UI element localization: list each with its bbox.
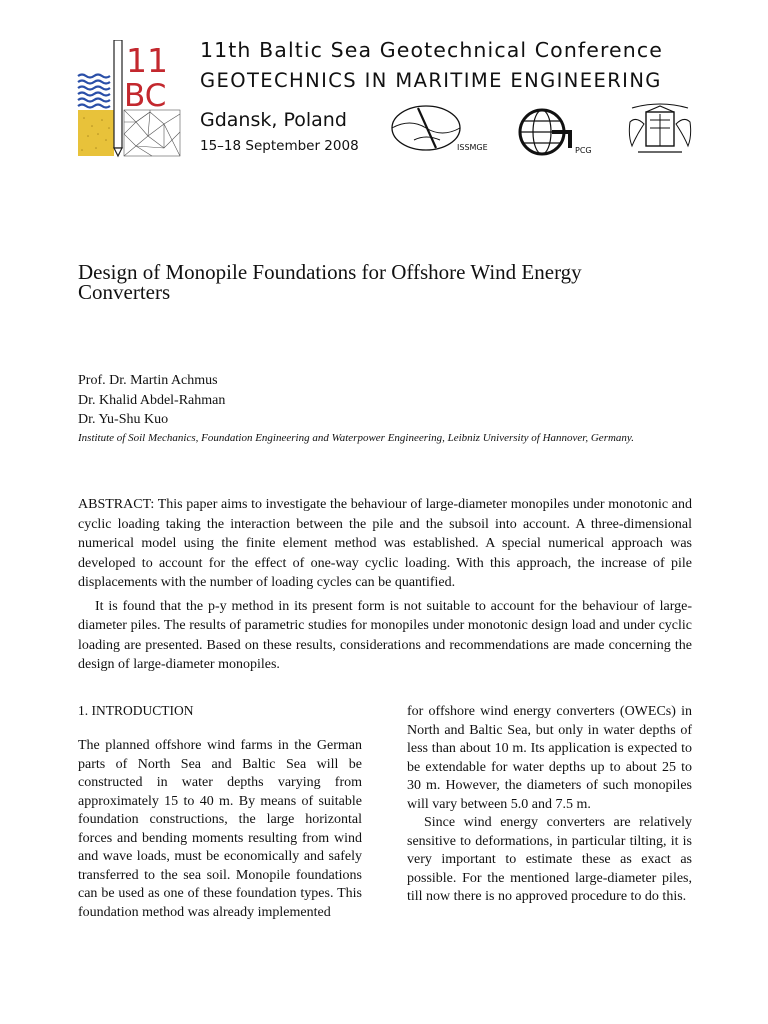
body-column-right bbox=[407, 703, 692, 907]
section-heading: 1. INTRODUCTION bbox=[78, 703, 194, 718]
paper-title: Design of Monopile Foundations for Offshore Wind Energy Converters bbox=[78, 260, 582, 304]
author-list bbox=[78, 371, 225, 430]
conference-header bbox=[0, 0, 768, 170]
author-name: Dr. Yu-Shu Kuo bbox=[78, 412, 169, 427]
logo-number: 11 bbox=[126, 41, 168, 80]
author-name: Prof. Dr. Martin Achmus bbox=[78, 373, 218, 388]
author-affiliation: Institute of Soil Mechanics, Foundation Engineering and Waterpower Engineering, Leibniz University of Hannover, Germany. bbox=[78, 432, 634, 444]
abstract-paragraph: It is found that the p-y method in its present form is not suitable to account for the behaviour of large-diameter piles. The results of parametric studies for monopiles under monotonic design load and under cyclic loading are presented. Based on these results, considerations and recommendations are made concerning the design of large-diameter monopiles. bbox=[78, 598, 692, 672]
conference-subtitle: GEOTECHNICS IN MARITIME ENGINEERING bbox=[200, 69, 662, 92]
pcg-label: PCG bbox=[575, 146, 592, 155]
body-paragraph: Since wind energy converters are relatively sensitive to deformations, in particular tilting, it is very important to estimate these as exact as possible. For the mentioned large-diameter piles, till now there is no approved procedure to do this. bbox=[407, 815, 692, 904]
conference-logo bbox=[76, 40, 182, 158]
water-waves-icon bbox=[78, 75, 110, 108]
issmge-label: ISSMGE bbox=[457, 143, 488, 152]
abstract-paragraph: ABSTRACT: This paper aims to investigate the behaviour of large-diameter monopiles under monotonic and cyclic loading taking the interaction between the pile and the subsoil into account. A three-dimensional numerical model using the finite element method was established. A special numerical approach was developed to account for the effect of one-way cyclic loading. With this approach, the increase of pile displacements with the number of loading cycles can be quantified. bbox=[78, 497, 692, 590]
pile-shape bbox=[114, 40, 122, 148]
author-name: Dr. Khalid Abdel-Rahman bbox=[78, 392, 226, 408]
abstract bbox=[78, 495, 692, 679]
body-paragraph: for offshore wind energy converters (OWECs) in North and Baltic Sea, but only in water depths of less than about 10 m. Its application is expected to be extendable for water depths up to about 25 to 30 m. However, the diameters of such monopiles will vary between 5.0 and 7.5 m. bbox=[407, 704, 692, 812]
conference-title: 11th Baltic Sea Geotechnical Conference bbox=[200, 38, 663, 62]
conference-dates: 15–18 September 2008 bbox=[200, 138, 359, 154]
issmge-logo-icon bbox=[390, 100, 502, 162]
logo-bc: BC bbox=[124, 78, 167, 114]
body-column-left bbox=[78, 737, 362, 922]
university-crest-icon bbox=[624, 102, 696, 158]
sand-block bbox=[78, 110, 114, 156]
fe-mesh-icon bbox=[124, 110, 180, 156]
conference-city: Gdansk, Poland bbox=[200, 109, 347, 131]
body-paragraph: The planned offshore wind farms in the German parts of North Sea and Baltic Sea will be constructed in water depths varying from approximately 15 to 40 m. By means of suitable foundation constructions, the large horizontal forces and bending moments resulting from wind and wave loads, must be economically and safely transferred to the sea soil. Monopile foundations can be used as one of these foundation types. This foundation method was already implemented bbox=[78, 738, 362, 920]
